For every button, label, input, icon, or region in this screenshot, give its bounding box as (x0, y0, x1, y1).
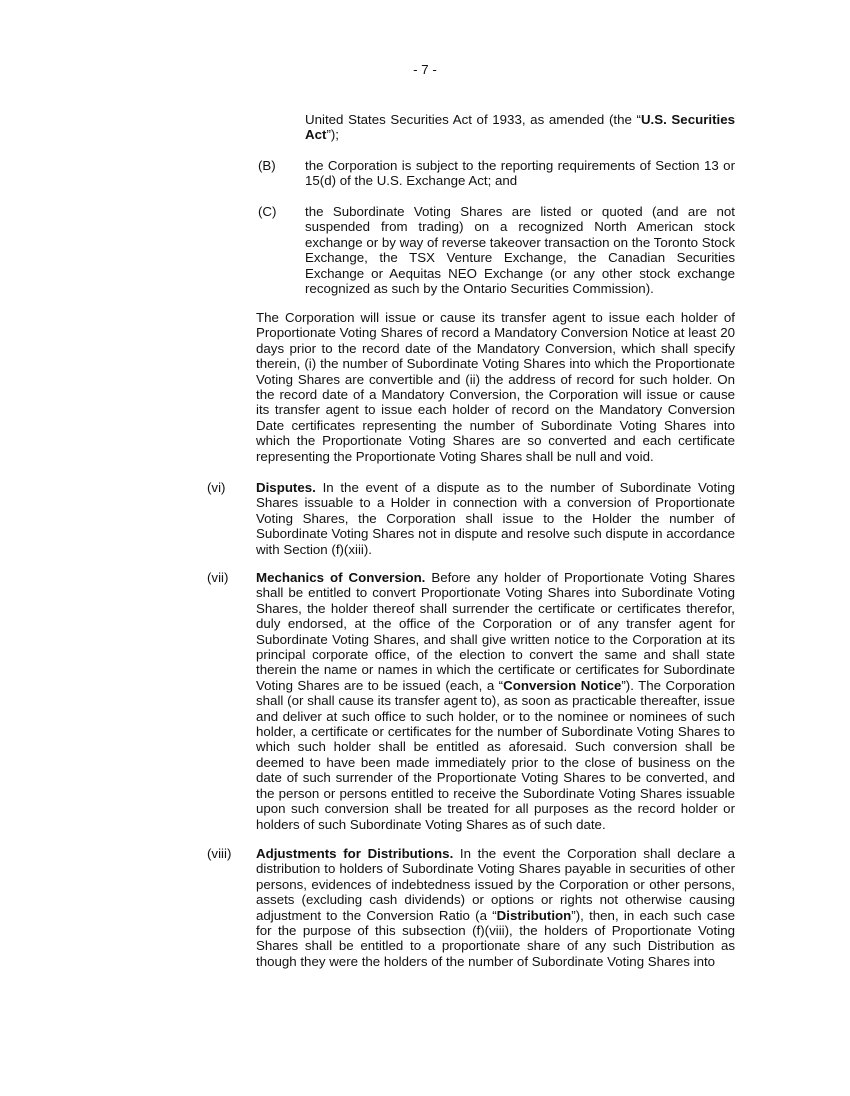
section-vi-heading: Disputes. (256, 480, 316, 495)
section-vii-label: (vii) (207, 570, 229, 585)
clause-b-text: the Corporation is subject to the reporting requirements of Section 13 or 15(d) of the U.S. Exchange Act; and (305, 158, 735, 189)
section-vii-heading: Mechanics of Conversion. (256, 570, 426, 585)
section-vii-mechanics (256, 570, 735, 832)
section-vi-text: In the event of a dispute as to the number of Subordinate Voting Shares issuable to a Holder in connection with a conversion of Proportionate Voting Shares, the Corporation shall issue to the Holder the number of Subordinate Voting Shares not in dispute and resolve such dispute in accordance with Section (f)(xiii). (256, 480, 735, 557)
clause-a-text: United States Securities Act of 1933, as amended (the “ (305, 112, 641, 127)
section-viii-heading: Adjustments for Distributions. (256, 846, 454, 861)
clause-a-continuation (305, 112, 735, 143)
defined-term-distribution: Distribution (496, 907, 572, 923)
defined-term-conversion-notice: Conversion Notice (503, 677, 622, 693)
clause-c-label: (C) (258, 204, 277, 219)
section-vi-label: (vi) (207, 480, 226, 495)
section-vii-text-2: ”). The Corporation shall (or shall cause its transfer agent to), as soon as practicable thereafter, issue and deliver at such office to such holder, or to the nominee or nominees of such holder, a certificate or certificates for the number of Subordinate Voting Shares to which such holder shall be entitled as aforesaid. Such conversion shall be deemed to have been made immediately prior to the close of business on the date of such surrender of the Proportionate Voting Shares to be converted, and the person or persons entitled to receive the Subordinate Voting Shares issuable upon such conversion shall be treated for all purposes as the record holder or holders of such Subordinate Voting Shares as of such date. (256, 677, 736, 832)
mandatory-conversion-notice-paragraph: The Corporation will issue or cause its transfer agent to issue each holder of Proportionate Voting Shares of record a Mandatory Conversion Notice at least 20 days prior to the record date of the Mandatory Conversion, which shall specify therein, (i) the number of Subordinate Voting Shares into which the Proportionate Voting Shares are convertible and (ii) the address of record for such holder. On the record date of a Mandatory Conversion, the Corporation will issue or cause its transfer agent to issue each holder of record on the Mandatory Conversion Date certificates representing the number of Subordinate Voting Shares into which the Proportionate Voting Shares are so converted and each certificate representing the Proportionate Voting Shares shall be null and void. (256, 310, 735, 464)
section-vi-disputes (256, 480, 735, 557)
page-number: - 7 - (413, 62, 437, 77)
section-viii-text-2: ”), then, in each such case for the purpose of this subsection (f)(viii), the holders of Proportionate Voting Shares shall be entitled to a proportionate share of any such Distribution as though they were the holders of the number of Subordinate Voting Shares into (256, 907, 735, 969)
defined-term-us-securities-act: U.S. Securities Act (305, 112, 735, 143)
clause-b-label: (B) (258, 158, 276, 173)
section-viii-text-1: In the event the Corporation shall declare a distribution to holders of Subordinate Voting Shares payable in securities of other persons, evidences of indebtedness issued by the Corporation or other persons, assets (excluding cash dividends) or options or rights not otherwise causing adjustment to the Conversion Ratio (a “ (256, 846, 735, 923)
section-vii-text-1: Before any holder of Proportionate Voting Shares shall be entitled to convert Proportionate Voting Shares into Subordinate Voting Shares, the holder thereof shall surrender the certificate or certificates therefor, duly endorsed, at the office of the Corporation or of any transfer agent for Subordinate Voting Shares, and shall give written notice to the Corporation at its principal corporate office, of the election to convert the same and shall state therein the name or names in which the certificate or certificates for Subordinate Voting Shares are to be issued (each, a “ (256, 570, 735, 693)
clause-c-text: the Subordinate Voting Shares are listed or quoted (and are not suspended from trading) on a recognized North American stock exchange or by way of reverse takeover transaction on the Toronto Stock Exchange, the TSX Venture Exchange, the Canadian Securities Exchange or Aequitas NEO Exchange (or any other stock exchange recognized as such by the Ontario Securities Commission). (305, 204, 735, 297)
clause-a-text-end: ”); (326, 127, 339, 143)
section-viii-adjustments (256, 846, 735, 969)
section-viii-label: (viii) (207, 846, 232, 861)
